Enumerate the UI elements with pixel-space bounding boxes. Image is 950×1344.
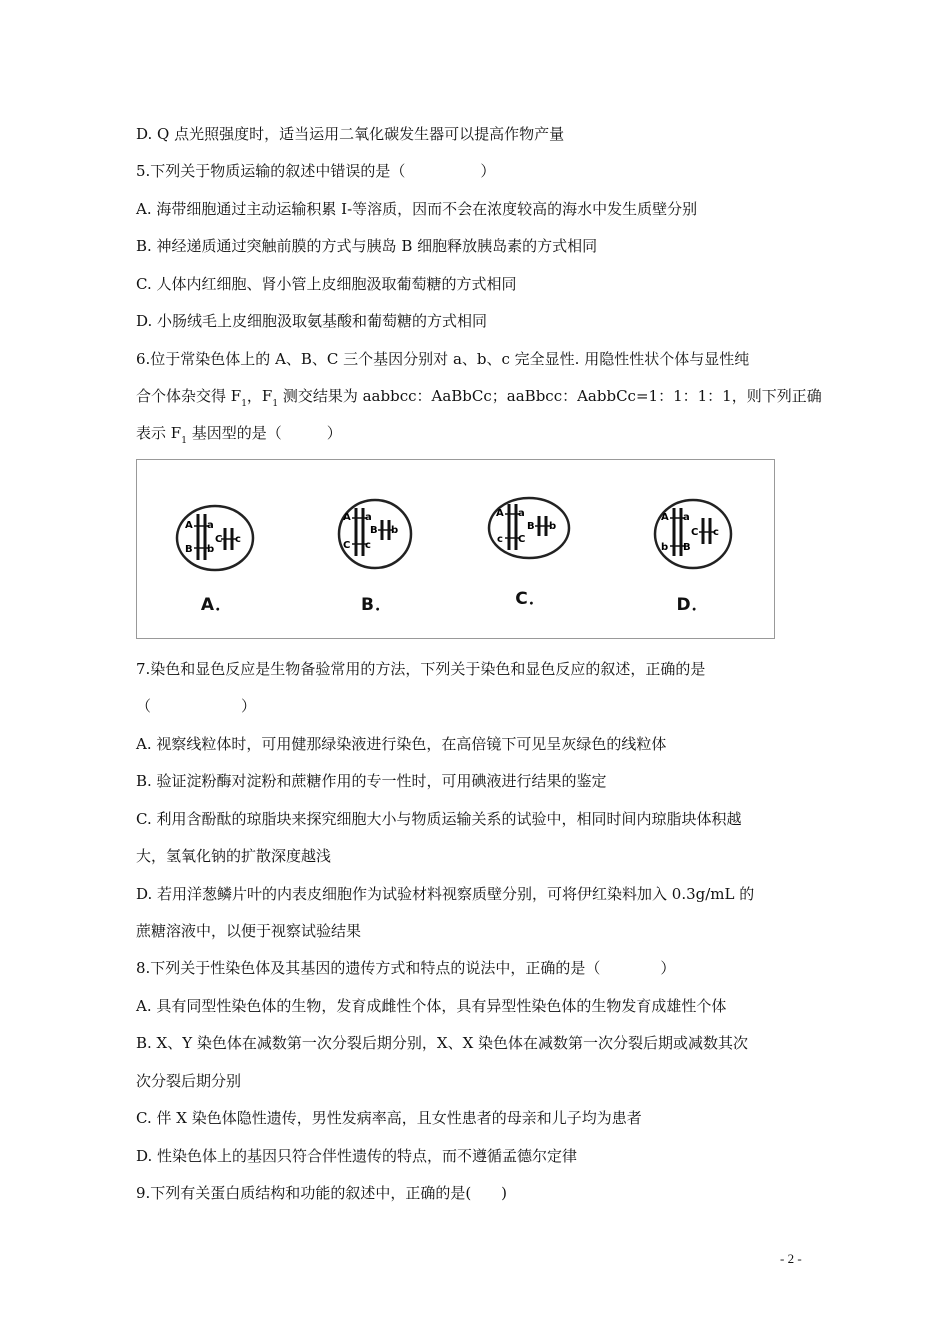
q5-option-d: D. 小肠绒毛上皮细胞汲取氨基酸和葡萄糖的方式相同	[136, 312, 488, 330]
option-c-cell	[451, 460, 611, 640]
q6-stem-line1: 6.位于常染色体上的 A、B、C 三个基因分别对 a、b、c 完全显性. 用隐性性状个体与显性纯	[136, 350, 750, 368]
q6-figure	[136, 459, 775, 639]
q5-option-c: C. 人体内红细胞、肾小管上皮细胞汲取葡萄糖的方式相同	[136, 275, 517, 293]
q7-option-a: A. 视察线粒体时，可用健那绿染液进行染色，在高倍镜下可见呈灰绿色的线粒体	[136, 735, 667, 753]
gene-label: a	[518, 508, 525, 519]
q4-option-d: D. Q 点光照强度时，适当运用二氧化碳发生器可以提高作物产量	[136, 125, 565, 143]
q8-option-d: D. 性染色体上的基因只符合伴性遗传的特点，而不遵循孟德尔定律	[136, 1147, 578, 1165]
gene-label: B	[683, 542, 691, 553]
gene-label: c	[713, 527, 719, 538]
gene-label: b	[661, 542, 669, 553]
gene-label: A	[496, 508, 504, 519]
gene-label: C	[343, 540, 351, 551]
gene-label: A	[343, 512, 351, 523]
gene-label: a	[365, 512, 372, 523]
q5-option-a: A. 海带细胞通过主动运输积累 I-等溶质，因而不会在浓度较高的海水中发生质壁分别	[136, 200, 698, 218]
q6-text: ，F	[246, 387, 273, 405]
q8-option-a: A. 具有同型性染色体的生物，发育成雌性个体，具有异型性染色体的生物发育成雄性个体	[136, 997, 727, 1015]
q7-option-c-line2: 大，氢氧化钠的扩散深度越浅	[136, 847, 332, 865]
cell-diagram-b	[325, 490, 425, 590]
q6-text: 测交结果为 aabbcc：AaBbCc；aaBbcc：AabbCc=1：1：1：1，则下列正确	[278, 387, 822, 405]
q7-option-d-line1: D. 若用洋葱鳞片叶的内表皮细胞作为试验材料视察质壁分别，可将伊红染料加入 0.3g/mL 的	[136, 885, 755, 903]
q7-option-b: B. 验证淀粉酶对淀粉和蔗糖作用的专一性时，可用碘液进行结果的鉴定	[136, 772, 607, 790]
q5-option-b: B. 神经递质通过突触前膜的方式与胰岛 B 细胞释放胰岛素的方式相同	[136, 237, 598, 255]
q8-option-c: C. 伴 X 染色体隐性遗传，男性发病率高，且女性患者的母亲和儿子均为患者	[136, 1109, 642, 1127]
q6-text: 表示 F	[136, 424, 182, 442]
subscript: 1	[272, 399, 279, 409]
option-d-label: D．	[676, 595, 710, 615]
q6-text: 合个体杂交得 F	[136, 387, 242, 405]
q8-option-b-line2: 次分裂后期分别	[136, 1072, 242, 1090]
gene-label: c	[365, 540, 371, 551]
q6-text: 基因型的是（ ）	[186, 424, 342, 442]
option-c-label: C．	[515, 589, 547, 609]
cell-diagram-a	[165, 490, 265, 590]
gene-label: b	[391, 525, 399, 536]
option-d-cell	[613, 460, 773, 640]
page-number: - 2 -	[780, 1251, 802, 1266]
q7-stem-line1: 7.染色和显色反应是生物备验常用的方法，下列关于染色和显色反应的叙述，正确的是	[136, 660, 706, 678]
gene-label: A	[661, 512, 669, 523]
q7-option-d-line2: 蔗糖溶液中，以便于视察试验结果	[136, 922, 362, 940]
gene-label: B	[185, 544, 193, 555]
q6-stem-line2	[136, 386, 826, 414]
q6-stem-line3	[136, 423, 826, 451]
option-a-label: A．	[200, 595, 234, 615]
gene-label: a	[207, 520, 214, 531]
q7-stem-line2: （ ）	[136, 697, 257, 715]
gene-label: A	[185, 520, 193, 531]
gene-label: B	[370, 525, 378, 536]
gene-label: c	[235, 534, 241, 545]
q8-stem: 8.下列关于性染色体及其基因的遗传方式和特点的说法中，正确的是（ ）	[136, 959, 676, 977]
option-b-cell	[297, 460, 457, 640]
cell-diagram-c	[479, 490, 579, 590]
option-a-cell	[137, 460, 297, 640]
q7-option-c-line1: C. 利用含酚酞的琼脂块来探究细胞大小与物质运输关系的试验中，相同时间内琼脂块体积越	[136, 810, 742, 828]
q5-stem: 5.下列关于物质运输的叙述中错误的是（ ）	[136, 162, 496, 180]
gene-label: c	[497, 534, 503, 545]
cell-diagram-d	[641, 490, 741, 590]
q8-option-b-line1: B. X、Y 染色体在减数第一次分裂后期分别，X、X 染色体在减数第一次分裂后期或减数其次	[136, 1034, 749, 1052]
gene-label: C	[215, 534, 223, 545]
option-b-label: B．	[361, 595, 393, 615]
gene-label: b	[549, 521, 557, 532]
subscript: 1	[241, 399, 247, 409]
gene-label: B	[527, 521, 535, 532]
q9-stem: 9.下列有关蛋白质结构和功能的叙述中，正确的是( )	[136, 1184, 508, 1202]
gene-label: a	[683, 512, 690, 523]
gene-label: C	[518, 534, 526, 545]
gene-label: C	[691, 527, 699, 538]
subscript: 1	[181, 436, 187, 446]
gene-label: b	[207, 544, 215, 555]
